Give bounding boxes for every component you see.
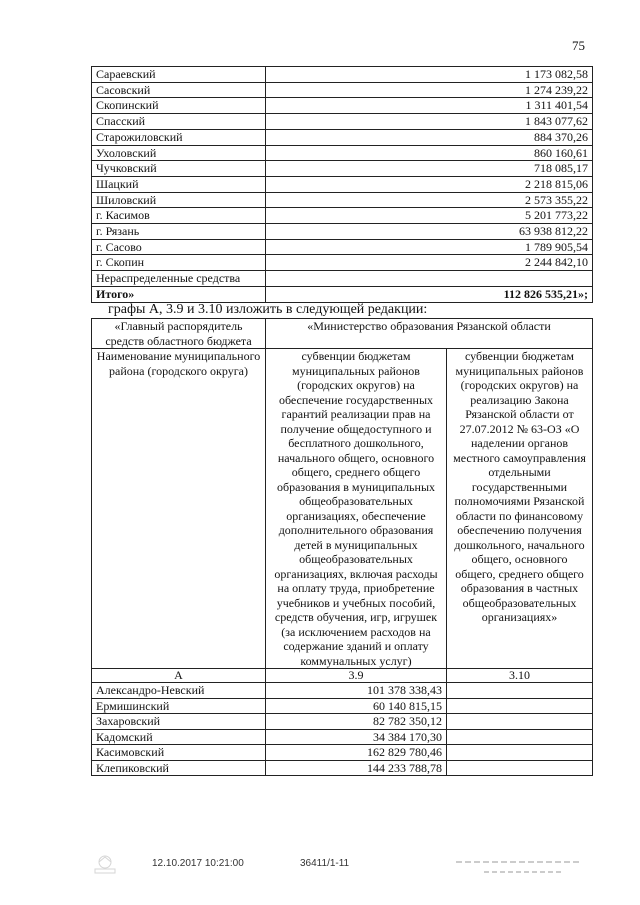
table-row (92, 98, 593, 114)
district-name: Кадомский (92, 729, 266, 745)
header-ministry: «Министерство образования Рязанской области (266, 319, 593, 349)
table-row (92, 745, 593, 761)
footer-datetime: 12.10.2017 10:21:00 (152, 858, 244, 869)
table-row (92, 714, 593, 730)
district-amount: 1 843 077,62 (266, 114, 593, 130)
budget-allocation-table (91, 66, 593, 303)
table-row (92, 683, 593, 699)
table-row (92, 760, 593, 776)
district-amount: 5 201 773,22 (266, 208, 593, 224)
column-a-description: Наименование муниципального района (городского округа) (92, 349, 266, 669)
district-amount: 2 573 355,22 (266, 192, 593, 208)
amount-3-9: 34 384 170,30 (266, 729, 447, 745)
district-amount: 63 938 812,22 (266, 224, 593, 240)
table-row (92, 192, 593, 208)
header-main-distributor: «Главный распорядитель средств областного бюджета (92, 319, 266, 349)
faded-stamp-icon (454, 856, 582, 880)
column-3-10-description: субвенции бюджетам муниципальных районов (городских округов) на реализацию Закона Рязанской области от 27.07.2012 № 63-ОЗ «О наделении органов местного самоуправления отдельными государственными полномочиями Рязанской области по финансовому обеспечению получения дошкольного, начального общего, основного общего, среднего общего образования в частных общеобразовательных организациях» (447, 349, 593, 669)
amount-3-10 (447, 760, 593, 776)
column-a-number: А (92, 669, 266, 683)
total-row (92, 286, 593, 302)
amount-3-9: 101 378 338,43 (266, 683, 447, 699)
amount-3-10 (447, 729, 593, 745)
district-name: Шацкий (92, 176, 266, 192)
district-name: г. Сасово (92, 239, 266, 255)
district-amount: 2 244 842,10 (266, 255, 593, 271)
column-number-row (92, 669, 593, 683)
district-name: г. Касимов (92, 208, 266, 224)
district-name: Шиловский (92, 192, 266, 208)
column-3-9-number: 3.9 (266, 669, 447, 683)
table-row (92, 67, 593, 83)
district-name: Клепиковский (92, 760, 266, 776)
district-name: Сасовский (92, 82, 266, 98)
table-row (92, 271, 593, 287)
amendment-instruction: графы А, 3.9 и 3.10 изложить в следующей редакции: (108, 302, 428, 317)
district-name: Ухоловский (92, 145, 266, 161)
district-name: Скопинский (92, 98, 266, 114)
amount-3-9: 162 829 780,46 (266, 745, 447, 761)
column-3-10-number: 3.10 (447, 669, 593, 683)
district-amount: 860 160,61 (266, 145, 593, 161)
district-name: г. Скопин (92, 255, 266, 271)
column-3-9-description: субвенции бюджетам муниципальных районов (городских округов) на обеспечение государственных гарантий реализации прав на получение общедоступного и бесплатного дошкольного, начального общего, основного общего, среднего общего образования в муниципальных общеобразовательных организациях, обеспечение дополнительного образования детей в муниципальных общеобразовательных организациях, включая расходы на оплату труда, приобретение учебников и учебных пособий, средств обучения, игр, игрушек (за исключением расходов на содержание зданий и оплату коммунальных услуг) (266, 349, 447, 669)
table-row (92, 729, 593, 745)
table-row (92, 255, 593, 271)
district-amount: 1 274 239,22 (266, 82, 593, 98)
table-row (92, 161, 593, 177)
district-name: Спасский (92, 114, 266, 130)
district-amount: 1 311 401,54 (266, 98, 593, 114)
amount-3-9: 144 233 788,78 (266, 760, 447, 776)
amount-3-10 (447, 714, 593, 730)
district-name: Сараевский (92, 67, 266, 83)
district-amount: 2 218 815,06 (266, 176, 593, 192)
district-name: Старожиловский (92, 129, 266, 145)
district-amount: 718 085,17 (266, 161, 593, 177)
amount-3-9: 60 140 815,15 (266, 698, 447, 714)
district-name: Чучковский (92, 161, 266, 177)
table-row (92, 698, 593, 714)
district-amount: 1 789 905,54 (266, 239, 593, 255)
table-row (92, 176, 593, 192)
education-subventions-table (91, 318, 593, 776)
district-name: Захаровский (92, 714, 266, 730)
district-name: Александро-Невский (92, 683, 266, 699)
column-description-row (92, 349, 593, 669)
total-amount: 112 826 535,21»; (266, 286, 593, 302)
watermark-logo-icon (92, 854, 118, 876)
amount-3-9: 82 782 350,12 (266, 714, 447, 730)
table-row (92, 129, 593, 145)
table-row (92, 82, 593, 98)
table-row (92, 114, 593, 130)
table-row (92, 224, 593, 240)
header-row (92, 319, 593, 349)
district-amount (266, 271, 593, 287)
district-amount: 1 173 082,58 (266, 67, 593, 83)
amount-3-10 (447, 698, 593, 714)
footer-document-code: 36411/1-11 (300, 858, 350, 869)
district-amount: 884 370,26 (266, 129, 593, 145)
district-name: г. Рязань (92, 224, 266, 240)
table-row (92, 208, 593, 224)
district-name: Нераспределенные средства (92, 271, 266, 287)
amount-3-10 (447, 745, 593, 761)
table-row (92, 239, 593, 255)
page-number: 75 (572, 38, 585, 53)
amount-3-10 (447, 683, 593, 699)
district-name: Касимовский (92, 745, 266, 761)
table-row (92, 145, 593, 161)
district-name: Ермишинский (92, 698, 266, 714)
total-label: Итого» (92, 286, 266, 302)
